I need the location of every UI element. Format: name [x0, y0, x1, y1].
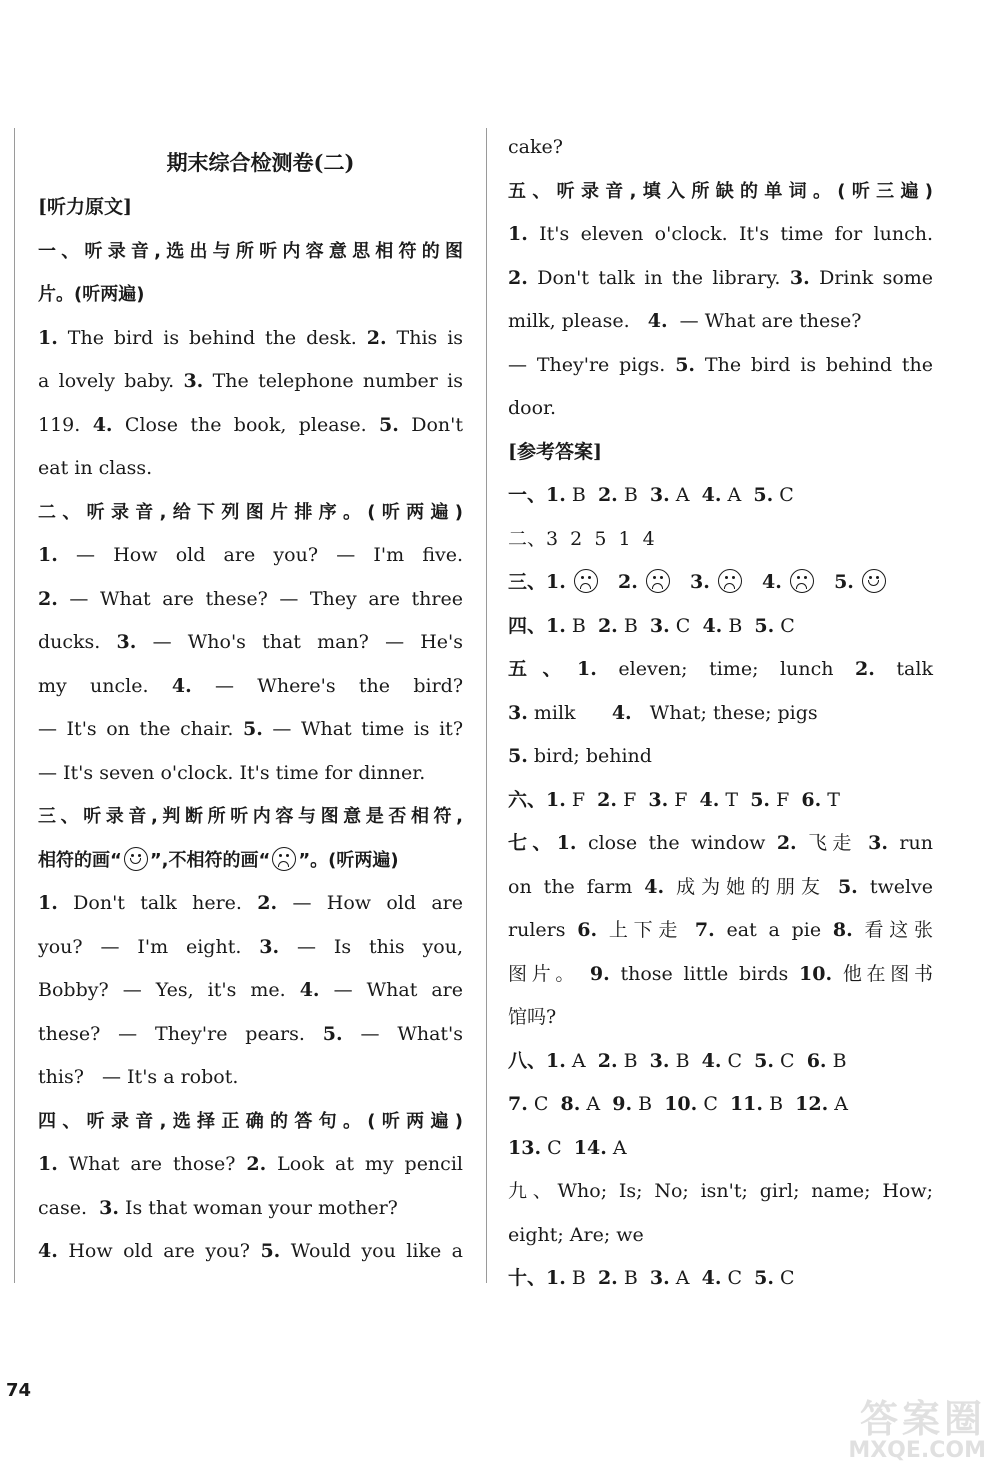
section-2-heading: 二、听录音,给下列图片排序。(听两遍) [38, 501, 463, 523]
answer-line: 7. C 8. A 9. B 10. C 11. B 12. A [508, 1093, 848, 1115]
transcript-line: door. [508, 397, 557, 419]
answers-heading: [参考答案] [508, 440, 602, 463]
transcript-line: milk, please. 4. — What are these? [508, 310, 862, 332]
answer-line: 5. bird; behind [508, 745, 652, 767]
transcript-heading: [听力原文] [38, 196, 132, 218]
left-rule [14, 128, 15, 1283]
section-5-heading: 五、听录音,填入所缺的单词。(听三遍) [508, 180, 933, 202]
section-1-heading: 一、听录音,选出与所听内容意思相符的图 [38, 240, 463, 262]
answer-line: 三、1. 2. 3. 4. 5. [508, 561, 933, 605]
transcript-line: 1. It's eleven o'clock. It's time for lunch. [508, 223, 933, 245]
transcript-line: 1. — How old are you? — I'm five. [38, 544, 464, 566]
smiley-face-icon [862, 569, 886, 593]
right-column [508, 126, 933, 1301]
answer-line: on the farm 4. 成为她的朋友 5. twelve [508, 875, 934, 898]
transcript-line: this? — It's a robot. [38, 1066, 239, 1088]
transcript-line: these? — They're pears. 5. — What's [38, 1022, 464, 1045]
watermark-logo [786, 1388, 986, 1463]
section-4-heading: 四、听录音,选择正确的答句。(听两遍) [38, 1110, 463, 1132]
section-3-heading: 三、听录音,判断所听内容与图意是否相符, [38, 806, 463, 827]
transcript-line: 2. — What are these? — They are three [38, 587, 463, 610]
answer-line: 一、1. B 2. B 3. A 4. A 5. C [508, 484, 794, 506]
answer-line: 馆吗? [508, 1006, 557, 1028]
sad-face-icon [718, 569, 742, 593]
transcript-line: case. 3. Is that woman your mother? [38, 1196, 398, 1219]
answer-line: rulers 6. 上下走 7. eat a pie 8. 看这张 [508, 919, 933, 941]
transcript-line: 4. How old are you? 5. Would you like a [38, 1240, 464, 1262]
answer-line: 七、1. close the window 2. 飞走 3. run [508, 832, 933, 854]
watermark-text: 答案圈 [859, 1397, 986, 1441]
transcript-line: 1. The bird is behind the desk. 2. This is [38, 326, 464, 349]
transcript-line: — It's seven o'clock. It's time for dinner. [38, 761, 426, 784]
section-3-heading-cont: 相符的画“ ”,不相符的画“ ”。(听两遍) [38, 839, 463, 883]
section-1-heading-cont: 片。(听两遍) [38, 284, 145, 305]
column-divider [486, 128, 487, 1283]
transcript-line: — They're pigs. 5. The bird is behind the [508, 353, 934, 376]
transcript-line: ducks. 3. — Who's that man? — He's [38, 631, 464, 653]
answer-line: 图片。 9. those little birds 10. 他在图书 [508, 962, 933, 985]
transcript-line: — It's on the chair. 5. — What time is it? [38, 718, 464, 740]
answer-line: 六、1. F 2. F 3. F 4. T 5. F 6. T [508, 788, 840, 811]
left-column [38, 140, 463, 1274]
sad-face-icon [272, 847, 296, 871]
answer-line: 四、1. B 2. B 3. C 4. B 5. C [508, 614, 795, 637]
transcript-line: 1. What are those? 2. Look at my pencil [38, 1153, 463, 1175]
transcript-line: a lovely baby. 3. The telephone number is [38, 370, 463, 392]
answer-line: 九、Who; Is; No; isn't; girl; name; How; [508, 1180, 933, 1202]
page-title: 期末综合检测卷(二) [166, 150, 355, 175]
transcript-line: 1. Don't talk here. 2. — How old are [38, 892, 464, 914]
answer-line: 3. milk 4. What; these; pigs [508, 701, 818, 724]
transcript-line: cake? [508, 136, 563, 158]
answer-line: 二、3 2 5 1 4 [508, 527, 655, 550]
transcript-line: Bobby? — Yes, it's me. 4. — What are [38, 979, 464, 1001]
transcript-line: 2. Don't talk in the library. 3. Drink some [508, 266, 934, 289]
transcript-line: 119. 4. Close the book, please. 5. Don't [38, 413, 463, 436]
answer-line: 13. C 14. A [508, 1136, 627, 1159]
answer-line: 八、1. A 2. B 3. B 4. C 5. C 6. B [508, 1049, 847, 1072]
transcript-line: you? — I'm eight. 3. — Is this you, [38, 935, 463, 958]
answer-line: 五、1. eleven; time; lunch 2. talk [508, 658, 933, 680]
answer-line: eight; Are; we [508, 1223, 644, 1246]
sad-face-icon [790, 569, 814, 593]
answer-line: 十、1. B 2. B 3. A 4. C 5. C [508, 1267, 795, 1289]
watermark-url: MXQE.COM [848, 1438, 986, 1463]
transcript-line: eat in class. [38, 457, 153, 479]
transcript-line: my uncle. 4. — Where's the bird? [38, 674, 464, 697]
smiley-face-icon [124, 847, 148, 871]
page-number: 74 [6, 1380, 32, 1401]
sad-face-icon [646, 569, 670, 593]
sad-face-icon [574, 569, 598, 593]
